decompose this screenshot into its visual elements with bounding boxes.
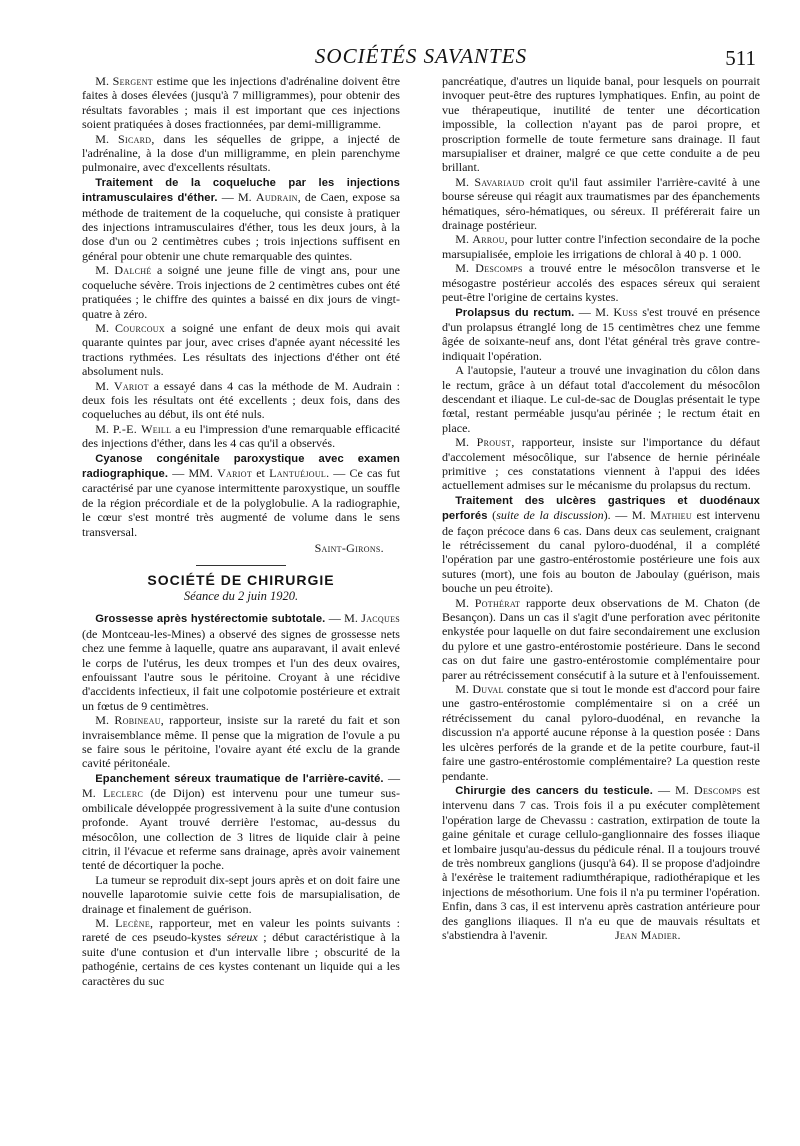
paragraph: Prolapsus du rectum. — M. Kuss s'est trouvé en présence d'un prolapsus étranglé long de 15 centimètres chez une femme âgée de soixante-neuf ans, dont l'état général très grave contre-indiquait l'opération. — [442, 304, 760, 363]
author-name: Dalché — [114, 263, 152, 278]
signature: Jean Madier. — [614, 927, 681, 942]
paragraph: M. Robineau, rapporteur, insiste sur la rareté du fait et son invraisemblance même. Il pense que la migration de l'ovule a pu se faire sous le péritoine, l'ovaire ayant été exclu de la grande cavité péritonéale. — [82, 713, 400, 771]
author-name: Proust — [476, 435, 512, 450]
paragraph: Cyanose congénitale paroxystique avec examen radiographique. — MM. Variot et Lantuéjoul. — Ce cas fut caractérisé par une cyanose intermittente paroxystique, un souffle de la région précordiale et de la polyglobulie. A la radiographie, le cœur s'est montré très augmenté de volume dans le sens transversal. — [82, 452, 400, 539]
paragraph: Grossesse après hystérectomie subtotale. — M. Jacques (de Montceau-les-Mines) a observé des signes de grossesse nets chez une femme à laquelle, quatre ans auparavant, il avait enlevé le corps de l'utérus, les deux trompes et l'un des deux ovaires, enfouissant l'autre sous le péritoine. Croyant à une récidive d'accidents infectieux, il fait une colpotomie postérieure et extrait un fœtus de 9 centimètres. — [82, 611, 401, 713]
author-name: Sicard — [117, 131, 152, 146]
paragraph: M. Descomps a trouvé entre le mésocôlon transverse et le mésogastre postérieur accolés des espaces séreux qui seraient peut-être l'origine de certains kystes. — [442, 261, 760, 305]
paragraph: M. P.-E. Weill a eu l'impression d'une remarquable efficacité des injections d'éther, dans les 4 cas qu'il a observés. — [82, 421, 401, 451]
author-name: Lantuéjoul — [269, 465, 327, 480]
paragraph: M. Arrou, pour lutter contre l'infection secondaire de la poche marsupialisée, emploie les irrigations de chloral à 40 p. 1 000. — [442, 232, 760, 261]
author-name: Savariaud — [474, 174, 525, 189]
paragraph: M. Variot a essayé dans 4 cas la méthode de M. Audrain : deux fois les résultats ont été excellents ; deux fois, dans des coqueluches au début, ils ont été nuls. — [82, 378, 400, 422]
subheading: Grossesse après hystérectomie subtotale. — [95, 613, 326, 626]
paragraph: M. Duval constate que si tout le monde est d'accord pour faire une gastro-entérostomie complémentaire si on a créé un rétrécissement du canal pyloro-duodénal, en revanche la discussion n'a apporté aucune réponse à la question posée : Dans les ulcères perforés de la grande et de la petite courbure, faut-il faire une gastro-entérostomie complémentaire? La question reste pendante. — [442, 682, 760, 783]
subheading: Traitement des ulcères gastriques et duodénaux perforés — [442, 494, 760, 523]
paragraph: La tumeur se reproduit dix-sept jours après et on doit faire une nouvelle laparotomie suivie cette fois de marsupialisation, de drainage et finalement de guérison. — [82, 872, 400, 916]
session-date: Séance du 2 juin 1920. — [183, 589, 299, 604]
author-name: Mathieu — [650, 508, 692, 523]
author-name: Kuss — [613, 304, 638, 319]
running-head — [82, 44, 760, 72]
author-name: Courcoux — [114, 320, 165, 335]
author-name: P.-E. Weill — [112, 421, 172, 436]
paragraph: Epanchement séreux traumatique de l'arrière-cavité. — M. Leclerc (de Dijon) est intervenu pour une tumeur sus-ombilicale développée progressivement à la suite d'une contusion profonde. Ayant trouvé derrière l'estomac, au-dessus du mésocôlon, une collection de 3 litres de liquide clair à peine citrin, il l'évacue et referme sans drainage, après avoir vainement tenté de décortiquer la poche. — [82, 770, 400, 873]
section-title: SOCIÉTÉ DE CHIRURGIE — [147, 572, 335, 589]
paragraph: M. Pothérat rapporte deux observations de M. Chaton (de Besançon). Dans un cas il s'agit d'une perforation avec péritonite enkystée pour laquelle on dut faire secondairement une exclusion du pylore et une gastro-entérostomie postérieure. Dans le second cas on dut faire une gastro-entérostomie complémentaire pour parer au rétrécissement consécutif à la suture et à l'enfouissement. — [442, 595, 760, 682]
author-name: Sergent — [112, 74, 153, 88]
left-column — [82, 74, 400, 988]
author-name: Descomps — [693, 782, 742, 797]
running-title: SOCIÉTÉS SAVANTES — [314, 44, 528, 68]
paragraph: M. Sicard, dans les séquelles de grippe, a injecté de l'adrénaline, à la dose d'un milligramme, en plein parenchyme pulmonaire, avec d'excellents résultats. — [82, 131, 400, 175]
subheading: Epanchement séreux traumatique de l'arrière-cavité. — [95, 772, 384, 785]
author-name: Lecène — [115, 915, 151, 930]
signature: Saint-Girons. — [314, 541, 384, 555]
paragraph: M. Lecène, rapporteur, met en valeur les points suivants : rareté de ces pseudo-kystes séreux ; début caractéristique à la suite d'une contusion et d'un intervalle libre ; obscurité de la pathogénie, certains de ces kystes contenant un liquide qui a les caractères du suc — [82, 915, 400, 988]
paragraph: Traitement de la coqueluche par les injections intramusculaires d'éther. — M. Audrain, de Caen, expose sa méthode de traitement de la coqueluche, qui consiste à pratiquer des injections intramusculaires d'éther, tous les deux jours, à la dose d'un ou 2 centimètres cubes ; trois injections suffisent en général pour obtenir une chute remarquable des quintes. — [82, 176, 400, 263]
paragraph: A l'autopsie, l'auteur a trouvé une invagination du côlon dans le rectum, grâce à un défaut total d'accolement du mésocôlon descendant et iliaque. Le cul-de-sac de Douglas présentait le type fœtal, restant perméable jusqu'au périnée ; le rectum était en place. — [442, 363, 760, 435]
author-name: Leclerc — [103, 786, 144, 801]
paragraph: Chirurgie des cancers du testicule. — M. Descomps est intervenu dans 7 cas. Trois fois il a pu exécuter complètement l'opération large de Chevassu : castration, extirpation de toute la gaine génitale et curage cellulo-ganglionnaire des fosses iliaque et lombaire jusqu'au-dessus du pédicule rénal. Il a toujours trouvé de très nombreux ganglions (jusqu'à 64). Il se propose d'adjoindre à l'exérèse le traitement radiumthérapique, radiothérapique et les injections de mésothorium. Une fois il n'a pu terminer l'opération. Enfin, dans 3 cas, il est intervenu après castration antérieure pour des ganglions iliaques. Il n'a eu que de mauvais résultats et s'abstiendra à l'avenir. Jean Madier. — [442, 782, 760, 942]
author-name: Variot — [217, 465, 253, 480]
text-columns — [82, 74, 760, 988]
paragraph: Traitement des ulcères gastriques et duodénaux perforés (suite de la discussion). — M. Mathieu est intervenu de façon précoce dans 6 cas. Dans deux cas seulement, craignant le rétrécissement du canal pyloro-duodénal, il a complété l'opération par une gastro-entérostomie postérieure une fois aux sutures (mort), une fois au bouton de Jaboulay (guérison, mais bouche un peu étroite). — [442, 494, 760, 596]
subheading: Prolapsus du rectum. — [455, 306, 575, 319]
paragraph: M. Dalché a soigné une jeune fille de vingt ans, pour une coqueluche sévère. Trois injections de 2 centimètres cubes ont été pratiquées ; le chiffre des quintes a baissé en dix jours de vingt-quatre à zéro. — [82, 263, 400, 321]
author-name: Arrou — [472, 232, 505, 247]
author-name: Variot — [113, 378, 149, 393]
author-name: Robineau — [114, 713, 161, 728]
paragraph: M. Sergent estime que les injections d'adrénaline doivent être faites à doses élevées (jusqu'à 7 milligrammes), pour obtenir des résultats favorables ; mais il est important que ces injections soient pratiquées à doses fractionnées, par demi-milligramme. — [82, 74, 400, 132]
subheading: Chirurgie des cancers du testicule. — [455, 784, 653, 797]
subheading: Cyanose congénitale paroxystique avec examen radiographique. — [82, 452, 400, 480]
author-name: Audrain — [255, 190, 298, 205]
paragraph: pancréatique, d'autres un liquide banal, pour lesquels on pourrait invoquer peut-être des ruptures lymphatiques. Enfin, au point de vue thérapeutique, inutilité de tenter une décortication impossible, la collection n'ayant pas de paroi propre, et proscription formelle de toute fermeture sans drainage. Il faut marsupialiser et drainer, malgré ce que cette conduite a de peu brillant. — [442, 74, 760, 175]
page-number: 511 — [725, 46, 756, 70]
author-name: Pothérat — [474, 595, 521, 610]
right-column — [442, 74, 760, 988]
subheading: Traitement de la coqueluche par les injections intramusculaires d'éther. — [82, 176, 400, 205]
paragraph: M. Proust, rapporteur, insiste sur l'importance du défaut d'accolement mésocôlique, sur l'absence de hernie périnéale primitive ; ces constatations viennent à l'appui des idées actuellement admises sur le mécanisme du prolapsus du rectum. — [442, 435, 760, 493]
paragraph: M. Savariaud croit qu'il faut assimiler l'arrière-cavité à une bourse séreuse qui réagit aux traumatismes par des épanchements hématiques, séro-hématiques, ou séreux. Il préférerait faire un drainage postérieur. — [442, 174, 760, 233]
paragraph: M. Courcoux a soigné une enfant de deux mois qui avait quarante quintes par jour, avec crises d'apnée ayant nécessité les tractions rythmées. Les résultats des injections d'éther ont été absolument nuls. — [82, 320, 400, 379]
author-name: Descomps — [475, 261, 523, 276]
section-divider — [196, 565, 286, 566]
author-name: Duval — [472, 682, 504, 697]
author-name: Jacques — [361, 611, 401, 626]
